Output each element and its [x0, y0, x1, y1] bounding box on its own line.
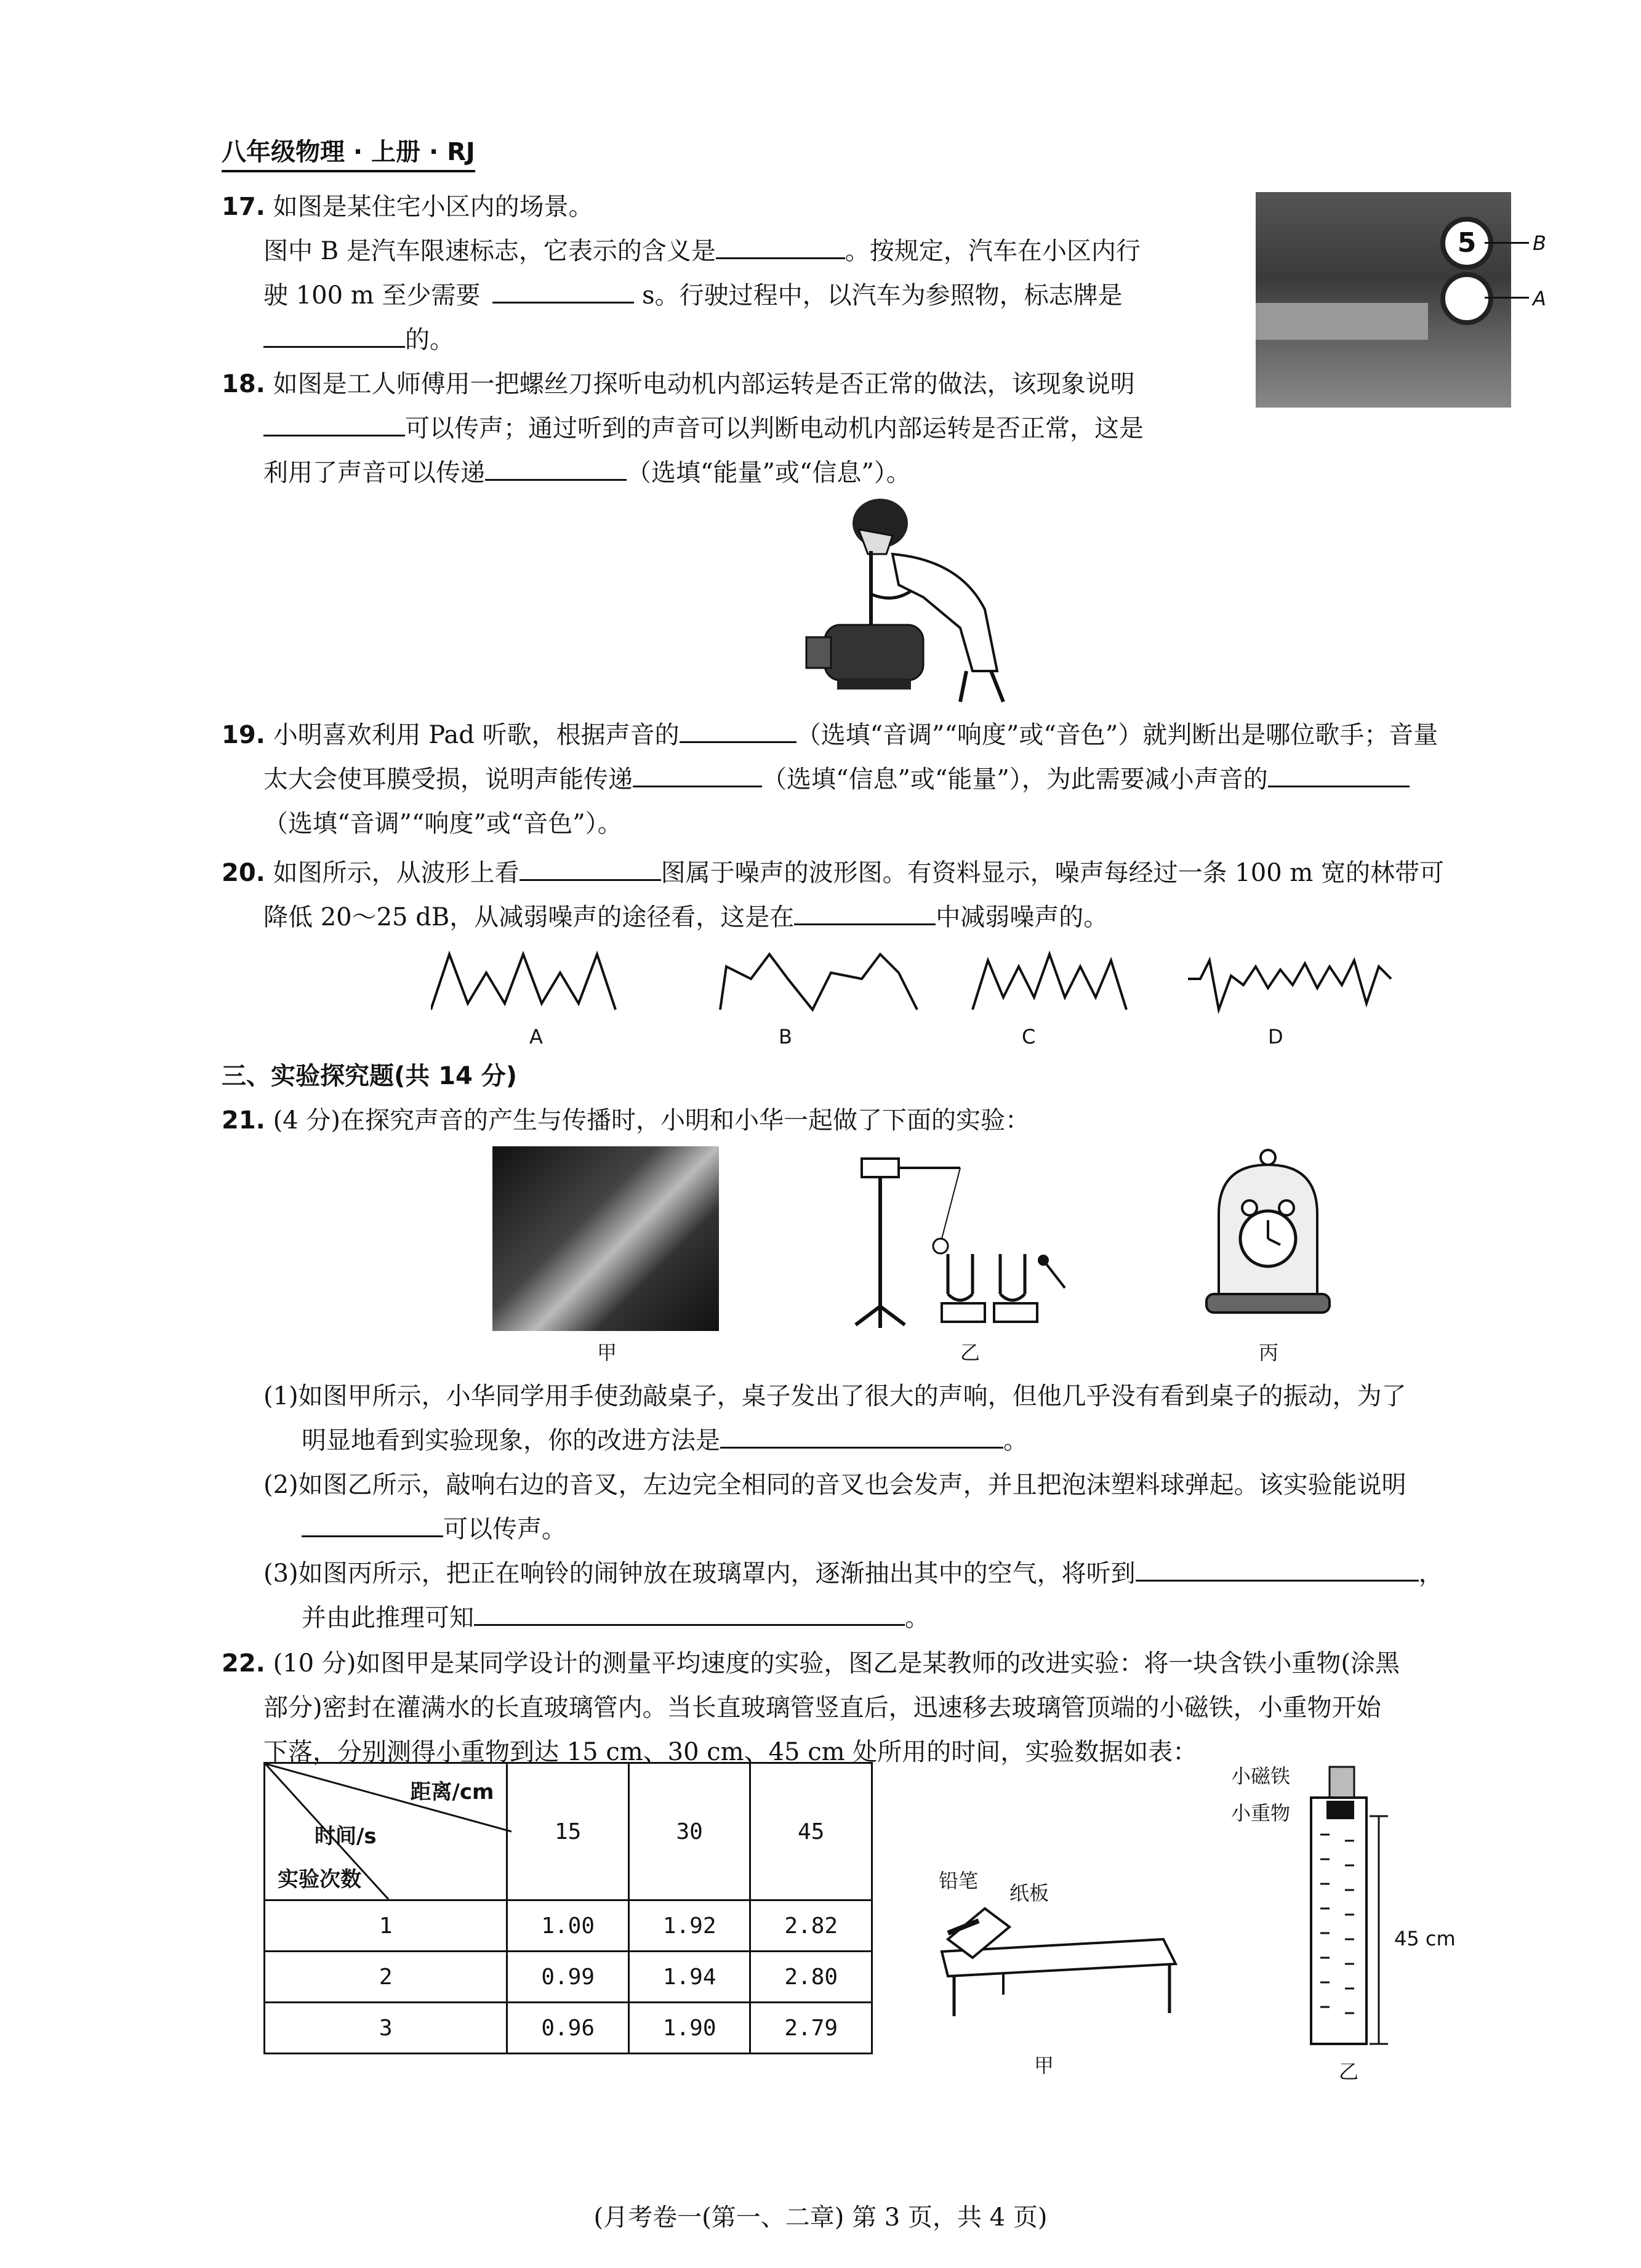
- q21-part1-line2: [302, 1418, 1028, 1463]
- answer-blank[interactable]: [302, 1511, 443, 1537]
- question-22-line2: 部分)密封在灌满水的长直玻璃管内。当长直玻璃管竖直后，迅速移去玻璃管顶端的小磁铁，小重物开始: [263, 1694, 1381, 1722]
- answer-blank[interactable]: [633, 761, 762, 787]
- text-span: s。行驶过程中，以汽车为参照物，标志牌是: [634, 281, 1123, 310]
- text-span: 并由此推理可知: [302, 1604, 474, 1632]
- text-span: 。: [905, 1604, 929, 1632]
- figure-label-bing: 丙: [1259, 1341, 1279, 1364]
- text-span: 。按规定，汽车在小区内行: [845, 237, 1141, 265]
- figure-label-jia: 甲: [597, 1341, 617, 1364]
- table-cell: 2.82: [750, 1900, 872, 1952]
- text-span: (3)如图丙所示，把正在响铃的闹钟放在玻璃罩内，逐渐抽出其中的空气，将听到: [263, 1559, 1136, 1588]
- table-col-header: 45: [750, 1763, 872, 1900]
- answer-blank[interactable]: [263, 410, 405, 436]
- wave-label-a: A: [529, 1025, 543, 1048]
- question-text: 如图是某住宅小区内的场景。: [273, 193, 593, 221]
- answer-blank[interactable]: [485, 454, 627, 481]
- bell-jar-apparatus: [1200, 1146, 1336, 1331]
- no-honking-sign: [1440, 272, 1493, 325]
- table-cell: 0.99: [507, 1952, 629, 2003]
- question-number: 20.: [222, 859, 265, 887]
- figure-jia-photo: [492, 1146, 719, 1331]
- question-17-line2: [263, 229, 1141, 273]
- table-cell: 1.90: [628, 2003, 750, 2054]
- text-span: 图属于噪声的波形图。有资料显示，噪声每经过一条 100 m 宽的林带可: [660, 859, 1444, 887]
- text-span: （选填“音调”“响度”或“音色”）。: [263, 810, 622, 838]
- answer-blank[interactable]: [492, 277, 634, 304]
- table-header-corner: [265, 1763, 507, 1900]
- question-text: 如图是工人师傅用一把螺丝刀探听电动机内部运转是否正常的做法，该现象说明: [273, 370, 1135, 398]
- waveform-a: [431, 954, 616, 1010]
- question-19: [222, 713, 1438, 757]
- question-number: 19.: [222, 721, 265, 749]
- text-span: （选填“音调”“响度”或“音色”）就判断出是哪位歌手；音量: [796, 721, 1438, 749]
- tuning-fork-apparatus: [849, 1146, 1083, 1331]
- answer-blank[interactable]: [474, 1599, 905, 1626]
- table-col-header: 15: [507, 1763, 629, 1900]
- text-span: 中减弱噪声的。: [936, 903, 1109, 931]
- barrier-gate: [1256, 303, 1428, 340]
- text-span: （选填“能量”或“信息”）。: [627, 459, 911, 487]
- table-cell: 1: [265, 1900, 507, 1952]
- q21-part2-line2: [302, 1507, 566, 1551]
- text-span: 太大会使耳膜受损，说明声能传递: [263, 765, 633, 794]
- question-20-line2: [263, 895, 1108, 939]
- table-cell: 1.94: [628, 1952, 750, 2003]
- wave-label-b: B: [779, 1025, 792, 1048]
- incline-board-illustration: [929, 1896, 1188, 2019]
- text-span: 的。: [405, 326, 454, 354]
- q21-part3: [263, 1551, 1443, 1596]
- question-text: (4 分)在探究声音的产生与传播时，小明和小华一起做了下面的实验：: [273, 1106, 1030, 1135]
- question-17: [222, 185, 593, 229]
- table-cell: 1.92: [628, 1900, 750, 1952]
- text-span: ，: [1418, 1559, 1443, 1588]
- text-span: 降低 20～25 dB，从减弱噪声的途径看，这是在: [263, 903, 795, 931]
- question-number: 21.: [222, 1106, 265, 1135]
- worker-screwdriver-illustration: [800, 486, 1034, 708]
- page-footer: (月考卷一(第一、二章) 第 3 页，共 4 页): [593, 2203, 1048, 2232]
- question-17-line3: [263, 273, 1123, 318]
- answer-blank[interactable]: [1136, 1555, 1419, 1582]
- table-cell: 1.00: [507, 1900, 629, 1952]
- table-col-header: 30: [628, 1763, 750, 1900]
- question-20: [222, 851, 1444, 895]
- question-17-line4: [263, 318, 454, 362]
- question-number: 22.: [222, 1649, 265, 1678]
- waveform-b: [720, 954, 917, 1010]
- pencil-label: 铅笔: [939, 1869, 979, 1892]
- text-span: 小明喜欢利用 Pad 听歌，根据声音的: [273, 721, 680, 749]
- text-span: (2)如图乙所示，敲响右边的音叉，左边完全相同的音叉也会发声，并且把泡沫塑料球弹起。该实验能说明: [263, 1471, 1406, 1499]
- pointer-line: [1485, 242, 1529, 244]
- table-cell: 2.80: [750, 1952, 872, 2003]
- header-distance: 距离/cm: [410, 1780, 494, 1804]
- glass-tube-illustration: [1293, 1761, 1391, 2056]
- length-label: 45 cm: [1394, 1927, 1456, 1950]
- answer-blank[interactable]: [794, 899, 936, 925]
- answer-blank[interactable]: [680, 717, 796, 743]
- magnet-label: 小磁铁: [1231, 1764, 1291, 1788]
- question-18: [222, 362, 1135, 406]
- table-row: [265, 2003, 872, 2054]
- question-22-line3: 下落，分别测得小重物到达 15 cm、30 cm、45 cm 处所用的时间，实验数据如表：: [263, 1738, 1198, 1766]
- waveform-d: [1188, 960, 1391, 1010]
- question-18-line2: [263, 406, 1144, 451]
- text-span: 图中 B 是汽车限速标志，它表示的含义是: [263, 237, 716, 265]
- answer-blank[interactable]: [1268, 761, 1410, 787]
- text-span: （选填“信息”或“能量”），为此需要减小声音的: [762, 765, 1268, 794]
- table-cell: 2.79: [750, 2003, 872, 2054]
- text-span: 驶 100 m 至少需要: [263, 281, 481, 310]
- text-span: 。: [1003, 1426, 1028, 1455]
- experiment-data-table: [263, 1762, 873, 2054]
- answer-blank[interactable]: [716, 233, 845, 259]
- question-text: (10 分)如图甲是某同学设计的测量平均速度的实验，图乙是某教师的改进实验：将一块含铁小重物(涂黑: [273, 1649, 1400, 1678]
- text-span: 如图所示，从波形上看: [273, 859, 520, 887]
- figure-label-yi-22: 乙: [1339, 2060, 1359, 2083]
- table-cell: 3: [265, 2003, 507, 2054]
- question-19-line2: [263, 757, 1410, 802]
- text-span: 可以传声。: [443, 1515, 566, 1543]
- text-span: 可以传声；通过听到的声音可以判断电动机内部运转是否正常，这是: [405, 414, 1144, 443]
- table-row: [265, 1952, 872, 2003]
- text-span: (1)如图甲所示，小华同学用手使劲敲桌子，桌子发出了很大的声响，但他几乎没有看到桌子的振动，为了: [263, 1382, 1406, 1410]
- text-span: 明显地看到实验现象，你的改进方法是: [302, 1426, 720, 1455]
- table-cell: 0.96: [507, 2003, 629, 2054]
- page-header: 八年级物理 · 上册 · RJ: [222, 132, 475, 172]
- figure-label-yi: 乙: [960, 1341, 981, 1364]
- header-time: 时间/s: [315, 1824, 377, 1849]
- question-number: 18.: [222, 370, 265, 398]
- answer-blank[interactable]: [520, 855, 661, 881]
- sign-label-a: A: [1533, 287, 1546, 310]
- table-row: [265, 1900, 872, 1952]
- figure-label-jia-22: 甲: [1034, 2054, 1054, 2077]
- q21-part3-line2: [302, 1596, 929, 1640]
- wave-label-d: D: [1268, 1025, 1283, 1048]
- residential-area-photo: [1256, 192, 1511, 408]
- table-cell: 2: [265, 1952, 507, 2003]
- q21-part2: [263, 1463, 1406, 1507]
- header-trials: 实验次数: [278, 1867, 361, 1892]
- answer-blank[interactable]: [720, 1422, 1003, 1449]
- sign-label-b: B: [1533, 231, 1546, 255]
- speed-limit-sign: 5: [1440, 217, 1493, 270]
- pointer-line: [1485, 297, 1529, 299]
- q21-part1: [263, 1374, 1406, 1418]
- section-title: 三、实验探究题(共 14 分): [222, 1062, 518, 1090]
- wave-label-c: C: [1022, 1025, 1036, 1048]
- board-label: 纸板: [1009, 1881, 1049, 1905]
- weight-label: 小重物: [1231, 1801, 1291, 1825]
- waveform-figure: [431, 942, 1416, 1016]
- question-22: [222, 1641, 1400, 1686]
- question-number: 17.: [222, 193, 265, 221]
- text-span: 利用了声音可以传递: [263, 459, 485, 487]
- answer-blank[interactable]: [263, 321, 405, 348]
- waveform-c: [973, 954, 1126, 1010]
- question-19-line3: [263, 802, 622, 846]
- question-21: [222, 1098, 1030, 1143]
